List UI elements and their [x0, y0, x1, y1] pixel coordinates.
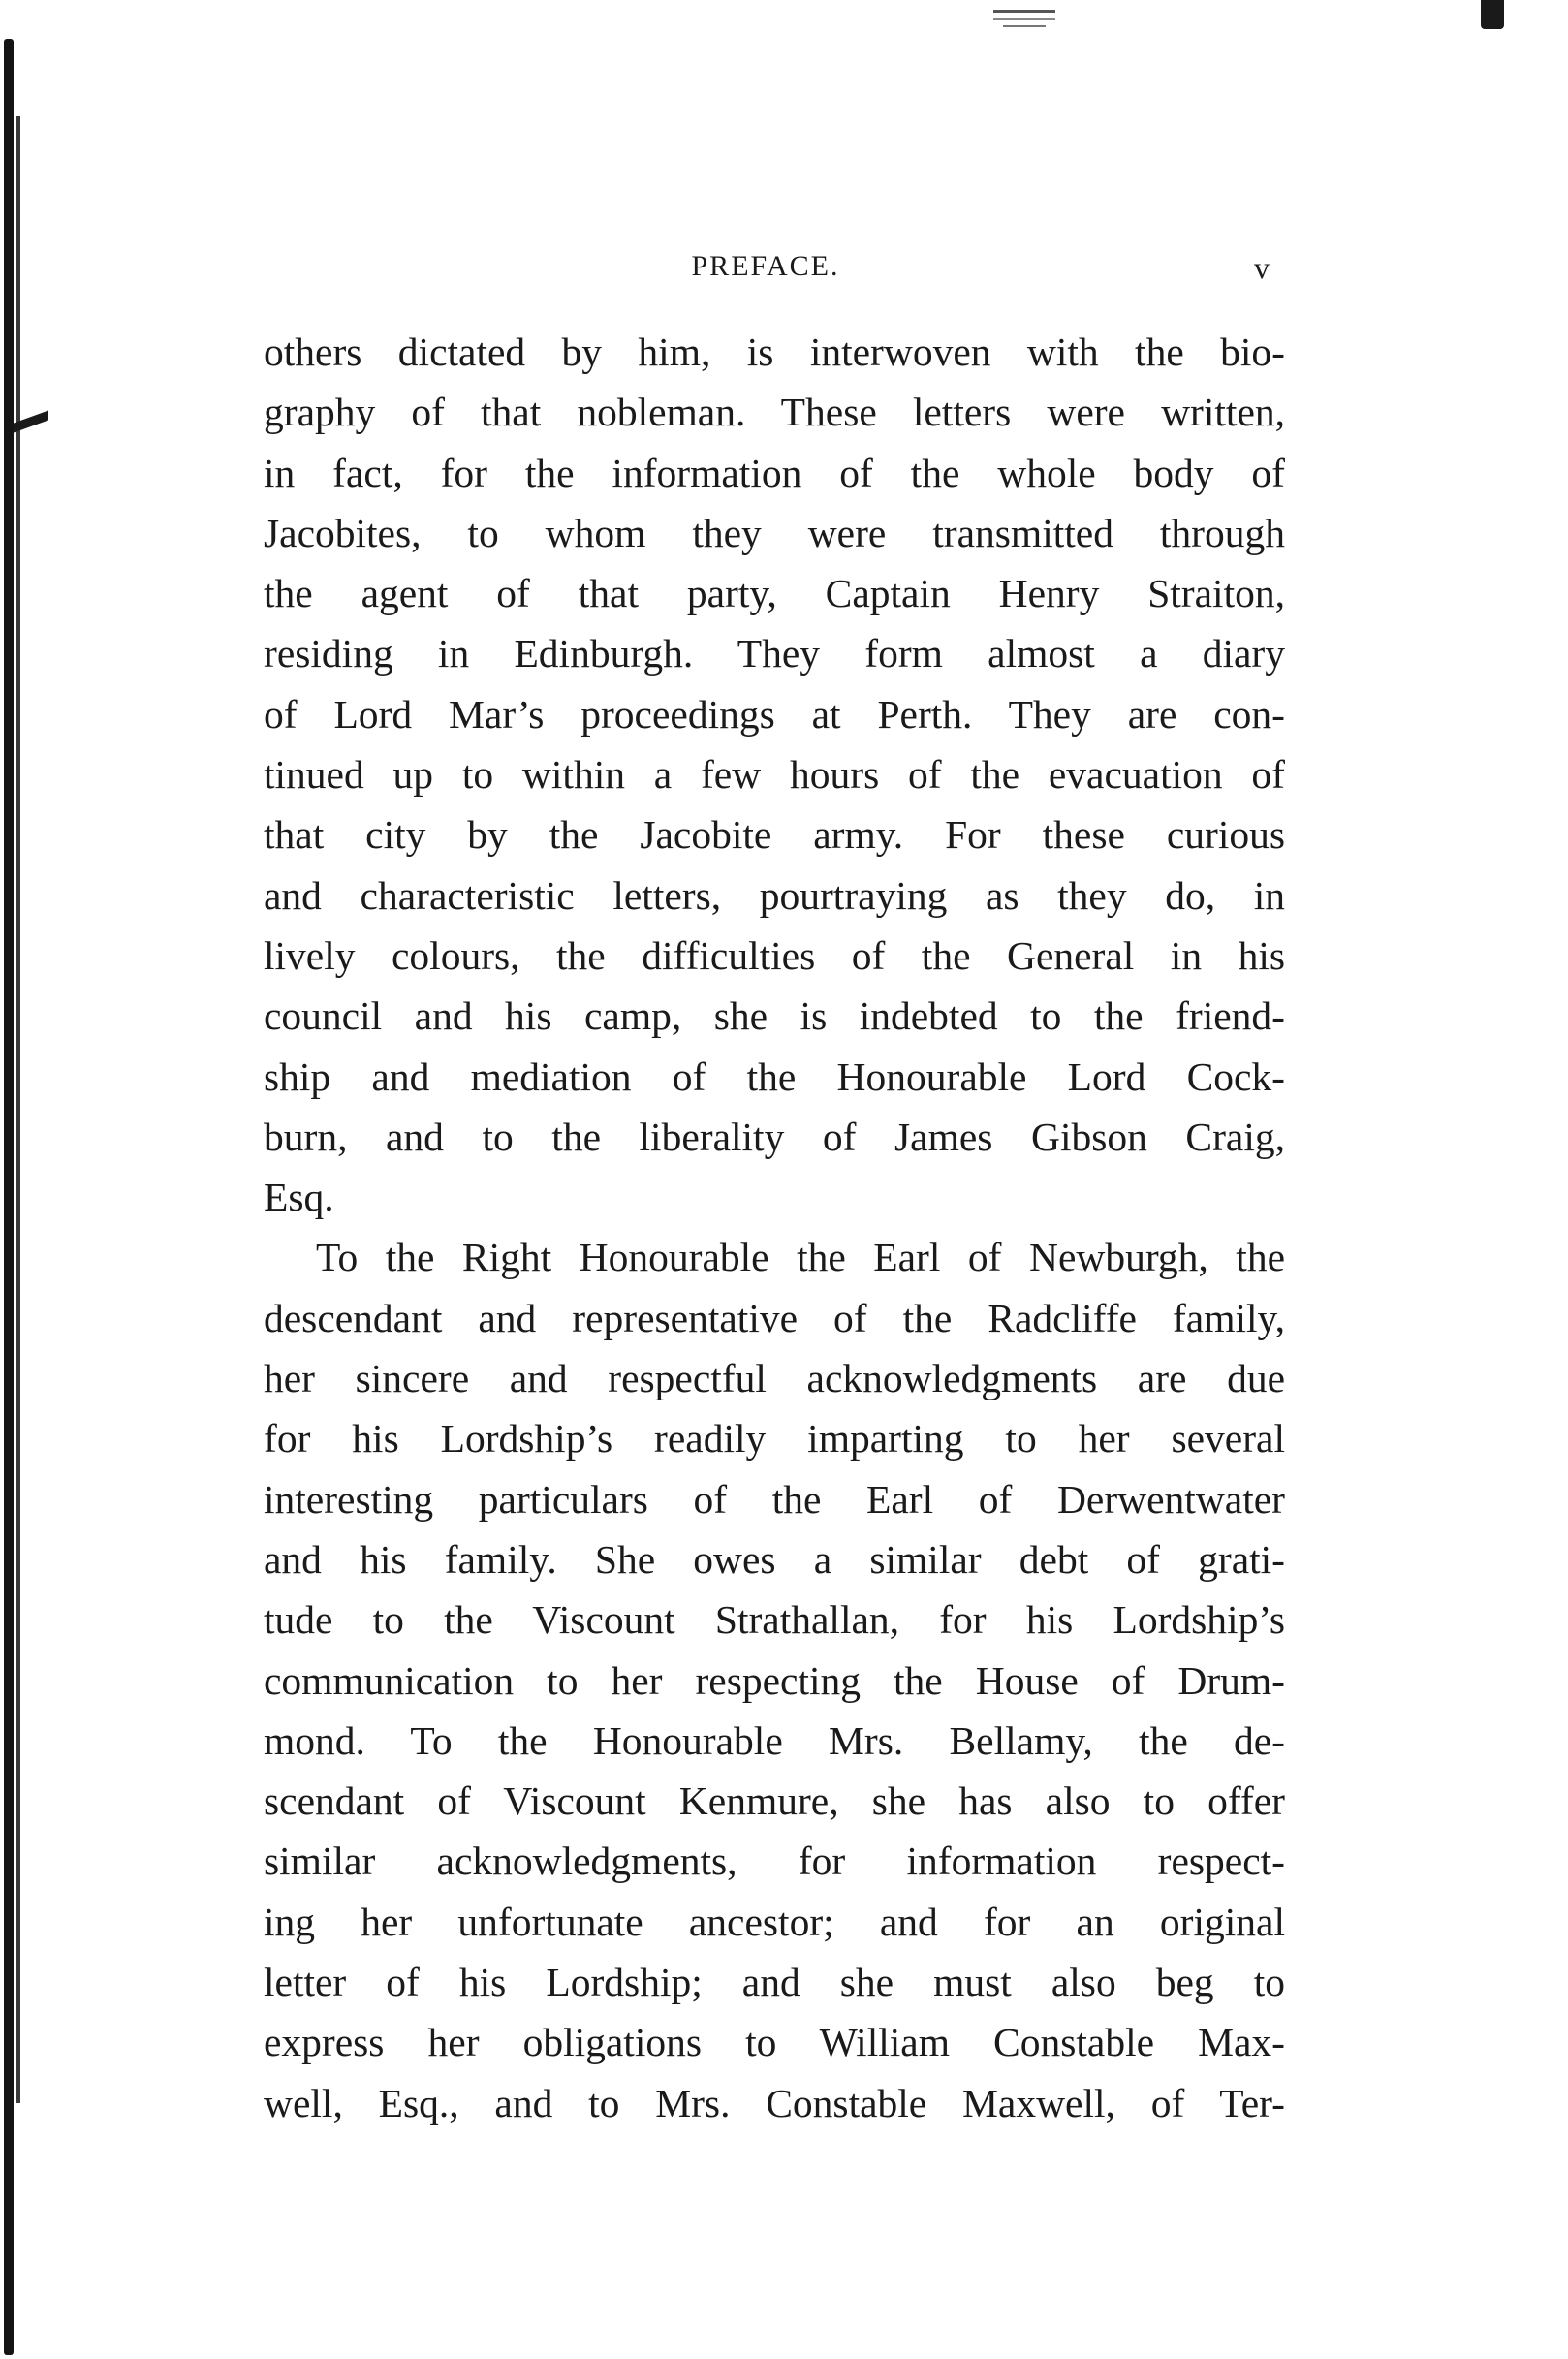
- running-title: PREFACE.: [691, 250, 840, 282]
- text-line: her sincere and respectful acknowledgments are due: [264, 1356, 1285, 1401]
- text-line: of Lord Mar’s proceedings at Perth. They are con-: [264, 691, 1285, 737]
- text-line: well, Esq., and to Mrs. Constable Maxwell, of Ter-: [264, 2080, 1285, 2125]
- text-line: others dictated by him, is interwoven with the bio-: [264, 330, 1285, 374]
- text-line: ing her unfortunate ancestor; and for an original: [264, 1899, 1285, 1944]
- text-line: residing in Edinburgh. They form almost a diary: [264, 631, 1285, 676]
- text-line: tude to the Viscount Strathallan, for his Lordship’s: [264, 1597, 1285, 1643]
- running-header: [262, 250, 1270, 295]
- text-line: mond. To the Honourable Mrs. Bellamy, the de-: [264, 1717, 1285, 1763]
- text-line: and characteristic letters, pourtraying as they do, in: [264, 872, 1285, 918]
- text-line: Jacobites, to whom they were transmitted through: [264, 510, 1285, 555]
- text-line: scendant of Viscount Kenmure, she has also to offer: [264, 1778, 1285, 1824]
- text-line: tinued up to within a few hours of the evacuation of: [264, 752, 1285, 798]
- page-number: v: [1254, 250, 1270, 285]
- text-line: graphy of that nobleman. These letters were written,: [264, 390, 1285, 435]
- text-line: that city by the Jacobite army. For these curious: [264, 812, 1285, 858]
- text-line: council and his camp, she is indebted to the friend-: [264, 993, 1285, 1039]
- text-line: lively colours, the difficulties of the General in his: [264, 932, 1285, 978]
- binding-gutter-edge: [16, 116, 20, 2103]
- text-line: express her obligations to William Constable Max-: [264, 2020, 1285, 2065]
- text-line: for his Lordship’s readily imparting to her several: [264, 1416, 1285, 1462]
- text-line: the agent of that party, Captain Henry Straiton,: [264, 571, 1285, 616]
- text-line: and his family. She owes a similar debt of grati-: [264, 1536, 1285, 1582]
- text-line: in fact, for the information of the whole body of: [264, 450, 1285, 495]
- body-text: [264, 322, 1285, 2133]
- text-line: letter of his Lordship; and she must also beg to: [264, 1960, 1285, 2005]
- text-line-paragraph-start: To the Right Honourable the Earl of Newburgh, the: [316, 1235, 1285, 1280]
- text-line-paragraph-end: Esq.: [264, 1175, 334, 1220]
- scan-top-mark-lower: [1003, 25, 1046, 27]
- binding-gutter-shadow: [4, 39, 14, 2355]
- text-line: burn, and to the liberality of James Gibson Craig,: [264, 1114, 1285, 1159]
- text-line: similar acknowledgments, for information respect-: [264, 1839, 1285, 1884]
- scan-top-mark: [993, 10, 1055, 20]
- text-line: descendant and representative of the Radcliffe family,: [264, 1295, 1285, 1340]
- text-line: communication to her respecting the House of Drum-: [264, 1657, 1285, 1703]
- text-line: interesting particulars of the Earl of Derwentwater: [264, 1476, 1285, 1522]
- text-line: ship and mediation of the Honourable Lord Cock-: [264, 1054, 1285, 1099]
- scan-corner-mark: [1481, 0, 1504, 29]
